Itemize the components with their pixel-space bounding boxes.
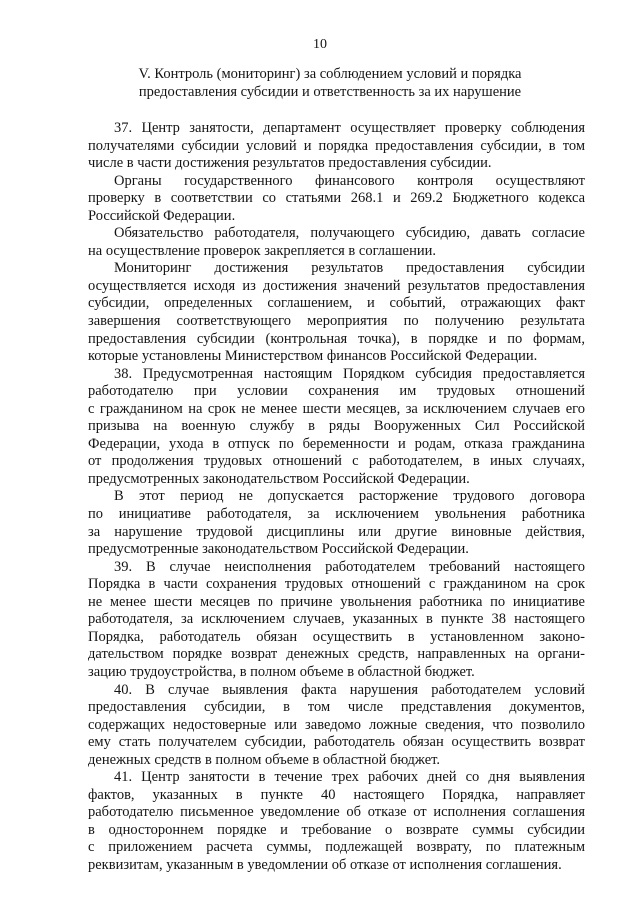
paragraph-line: 40. В случае выявления факта нарушения работодателем условий	[114, 681, 585, 698]
paragraph	[88, 769, 585, 874]
section-heading	[120, 66, 540, 101]
paragraph-line: в одностороннем порядке и требование о возврате суммы субсидии	[88, 821, 585, 838]
paragraph-line: от продолжения трудовых отношений с работодателем, в иных случаях,	[88, 453, 585, 470]
paragraph-line: работодателю при условии сохранения им трудовых отношений	[88, 383, 585, 400]
paragraph-line: с приложением расчета суммы, подлежащей возврату, по платежным	[88, 839, 585, 856]
paragraph-line: призыва на военную службу в ряды Вооруженных Сил Российской	[88, 418, 585, 435]
paragraph-line: с гражданином на срок не менее шести месяцев, за исключением случаев его	[88, 400, 585, 417]
paragraph-line: 41. Центр занятости в течение трех рабочих дней со дня выявления	[114, 769, 585, 786]
paragraph	[88, 225, 585, 260]
paragraph-line: по инициативе работодателя, за исключением увольнения работника	[88, 506, 585, 523]
paragraph-line: зацию трудоустройства, в полном объеме в областной бюджет.	[88, 663, 475, 680]
paragraph	[88, 559, 585, 682]
paragraph-line: Органы государственного финансового контроля осуществляют	[114, 172, 585, 189]
paragraph-line: которые установлены Министерством финансов Российской Федерации.	[88, 348, 538, 365]
paragraph-line: работодателя, за исключением случаев, указанных в пункте 38 настоящего	[88, 611, 585, 628]
page-number: 10	[313, 37, 327, 52]
paragraph-line: не менее шести месяцев по причине увольнения работника по инициативе	[88, 593, 585, 610]
paragraph-line: за нарушение трудовой дисциплины или другие виновные действия,	[88, 523, 585, 540]
paragraph-line: числе в части достижения результатов предоставления субсидии.	[88, 155, 492, 172]
section-heading-line-1: V. Контроль (мониторинг) за соблюдением условий и порядка	[138, 66, 522, 82]
paragraph-line: Федерации, ухода в отпуск по беременности и родам, отказа гражданина	[88, 435, 585, 452]
paragraph-line: ему стать получателем субсидии, работодатель обязан осуществить возврат	[88, 734, 585, 751]
paragraph	[88, 488, 585, 558]
paragraph-line: предусмотренных законодательством Российской Федерации.	[88, 470, 470, 487]
paragraph	[88, 682, 585, 770]
paragraph-line: содержащих недостоверные или заведомо ложные сведения, что позволило	[88, 716, 585, 733]
paragraph-line: фактов, указанных в пункте 40 настоящего Порядка, направляет	[88, 786, 585, 803]
paragraph	[88, 260, 585, 365]
paragraph-line: Мониторинг достижения результатов предоставления субсидии	[114, 260, 585, 277]
paragraph	[88, 366, 585, 489]
paragraph-line: Порядка в части сохранения трудовых отношений с гражданином на срок	[88, 576, 585, 593]
document-body	[88, 120, 585, 875]
paragraph-line: предусмотренные законодательством Российской Федерации.	[88, 541, 469, 558]
paragraph-line: предоставления субсидии (контрольная точка), в порядке и по формам,	[88, 330, 585, 347]
paragraph-line: Российской Федерации.	[88, 207, 236, 224]
paragraph-line: на осуществление проверок закрепляется в соглашении.	[88, 242, 436, 259]
paragraph-line: 37. Центр занятости, департамент осуществляет проверку соблюдения	[114, 120, 585, 136]
section-heading-line-2: предоставления субсидии и ответственность за их нарушение	[138, 83, 522, 100]
paragraph-line: предоставления субсидии, в том числе представления документов,	[88, 699, 585, 716]
paragraph-line: субсидии, определенных соглашением, и событий, отражающих факт	[88, 295, 585, 312]
paragraph-line: 38. Предусмотренная настоящим Порядком субсидия предоставляется	[114, 365, 585, 382]
paragraph-line: работодателю письменное уведомление об отказе от исполнения соглашения	[88, 804, 585, 821]
paragraph-line: проверку в соответствии со статьями 268.1 и 269.2 Бюджетного кодекса	[88, 190, 585, 207]
paragraph-line: дательством порядке возврат денежных средств, направленных на органи-	[88, 646, 585, 663]
paragraph-line: В этот период не допускается расторжение трудового договора	[114, 488, 585, 505]
paragraph-line: Порядка, работодатель обязан осуществить в установленном законо-	[88, 628, 585, 645]
paragraph-line: получателями субсидии условий и порядка предоставления субсидии, в том	[88, 137, 585, 154]
paragraph-line: 39. В случае неисполнения работодателем требований настоящего	[114, 558, 585, 575]
paragraph	[88, 173, 585, 226]
paragraph	[88, 120, 585, 173]
paragraph-line: денежных средств в полном объеме в областной бюджет.	[88, 751, 441, 768]
paragraph-line: реквизитам, указанным в уведомлении об отказе от исполнения соглашения.	[88, 856, 562, 873]
paragraph-line: Обязательство работодателя, получающего субсидию, давать согласие	[114, 225, 585, 242]
paragraph-line: завершения соответствующего мероприятия по получению результата	[88, 313, 585, 330]
paragraph-line: осуществляется исходя из достижения значений результатов предоставления	[88, 277, 585, 294]
